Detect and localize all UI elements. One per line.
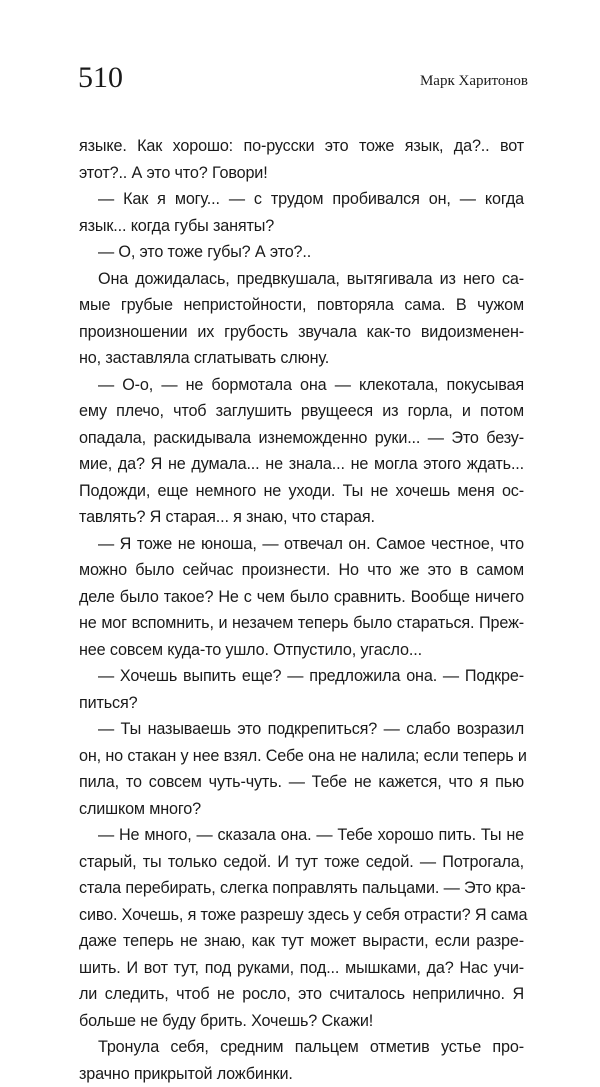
- text-line: — Не много, — сказала она. — Тебе хорошо пить. Ты не: [79, 822, 524, 849]
- text-line: — Как я могу... — с трудом пробивался он, — когда: [79, 186, 524, 213]
- text-line: произношении их грубость звучала как-то видоизменен-: [79, 319, 524, 346]
- text-line: — Ты называешь это подкрепиться? — слабо возразил: [79, 716, 524, 743]
- text-line: ему плечо, чтоб заглушить рвущееся из горла, и потом: [79, 398, 524, 425]
- text-line: даже теперь не знаю, как тут может вырасти, если разре-: [79, 928, 524, 955]
- text-line: питься?: [79, 690, 524, 717]
- text-line: ли следить, чтоб не росло, это считалось неприлично. Я: [79, 981, 524, 1008]
- text-line: можно было сейчас произнести. Но что же это в самом: [79, 557, 524, 584]
- text-line: стала перебирать, слегка поправлять пальцами. — Это кра-: [79, 875, 524, 902]
- text-line: сиво. Хочешь, я тоже разрешу здесь у себя отрасти? Я сама: [79, 902, 524, 929]
- text-line: зрачно прикрытой ложбинки.: [79, 1061, 524, 1087]
- text-line: языке. Как хорошо: по-русски это тоже язык, да?.. вот: [79, 133, 524, 160]
- text-line: — О-о, — не бормотала она — клекотала, покусывая: [79, 372, 524, 399]
- paragraph: [79, 531, 524, 664]
- paragraph: [79, 663, 524, 716]
- text-line: опадала, раскидывала изнеможденно руки... — Это безу-: [79, 425, 524, 452]
- text-line: старый, ты только седой. И тут тоже седой. — Потрогала,: [79, 849, 524, 876]
- text-line: мие, да? Я не думала... не знала... не могла этого ждать...: [79, 451, 524, 478]
- text-line: Она дожидалась, предвкушала, вытягивала из него са-: [79, 266, 524, 293]
- paragraph: [79, 133, 524, 186]
- text-line: шить. И вот тут, под руками, под... мышками, да? Нас учи-: [79, 955, 524, 982]
- text-line: — Я тоже не юноша, — отвечал он. Самое честное, что: [79, 531, 524, 558]
- text-line: мые грубые непристойности, повторяла сама. В чужом: [79, 292, 524, 319]
- text-line: но, заставляла сглатывать слюну.: [79, 345, 524, 372]
- text-line: язык... когда губы заняты?: [79, 213, 524, 240]
- text-line: он, но стакан у нее взял. Себе она не налила; если теперь и: [79, 743, 524, 770]
- text-line: Тронула себя, средним пальцем отметив устье про-: [79, 1034, 524, 1061]
- text-line: этот?.. А это что? Говори!: [79, 160, 524, 187]
- page-number: 510: [78, 58, 123, 98]
- running-head-author: Марк Харитонов: [420, 71, 528, 91]
- paragraph: [79, 186, 524, 239]
- text-line: нее совсем куда-то ушло. Отпустило, угасло...: [79, 637, 524, 664]
- text-line: — Хочешь выпить еще? — предложила она. — Подкре-: [79, 663, 524, 690]
- text-line: деле было такое? Не с чем было сравнить. Вообще ничего: [79, 584, 524, 611]
- body-text: [79, 133, 524, 1087]
- text-line: — О, это тоже губы? А это?..: [79, 239, 524, 266]
- text-line: слишком много?: [79, 796, 524, 823]
- text-line: пила, то совсем чуть-чуть. — Тебе не кажется, что я пью: [79, 769, 524, 796]
- text-line: больше не буду брить. Хочешь? Скажи!: [79, 1008, 524, 1035]
- paragraph: [79, 239, 524, 266]
- text-line: Подожди, еще немного не уходи. Ты не хочешь меня ос-: [79, 478, 524, 505]
- paragraph: [79, 1034, 524, 1087]
- paragraph: [79, 266, 524, 372]
- paragraph: [79, 822, 524, 1034]
- page-header: [78, 58, 528, 98]
- text-line: не мог вспомнить, и незачем теперь было стараться. Преж-: [79, 610, 524, 637]
- paragraph: [79, 716, 524, 822]
- text-line: тавлять? Я старая... я знаю, что старая.: [79, 504, 524, 531]
- paragraph: [79, 372, 524, 531]
